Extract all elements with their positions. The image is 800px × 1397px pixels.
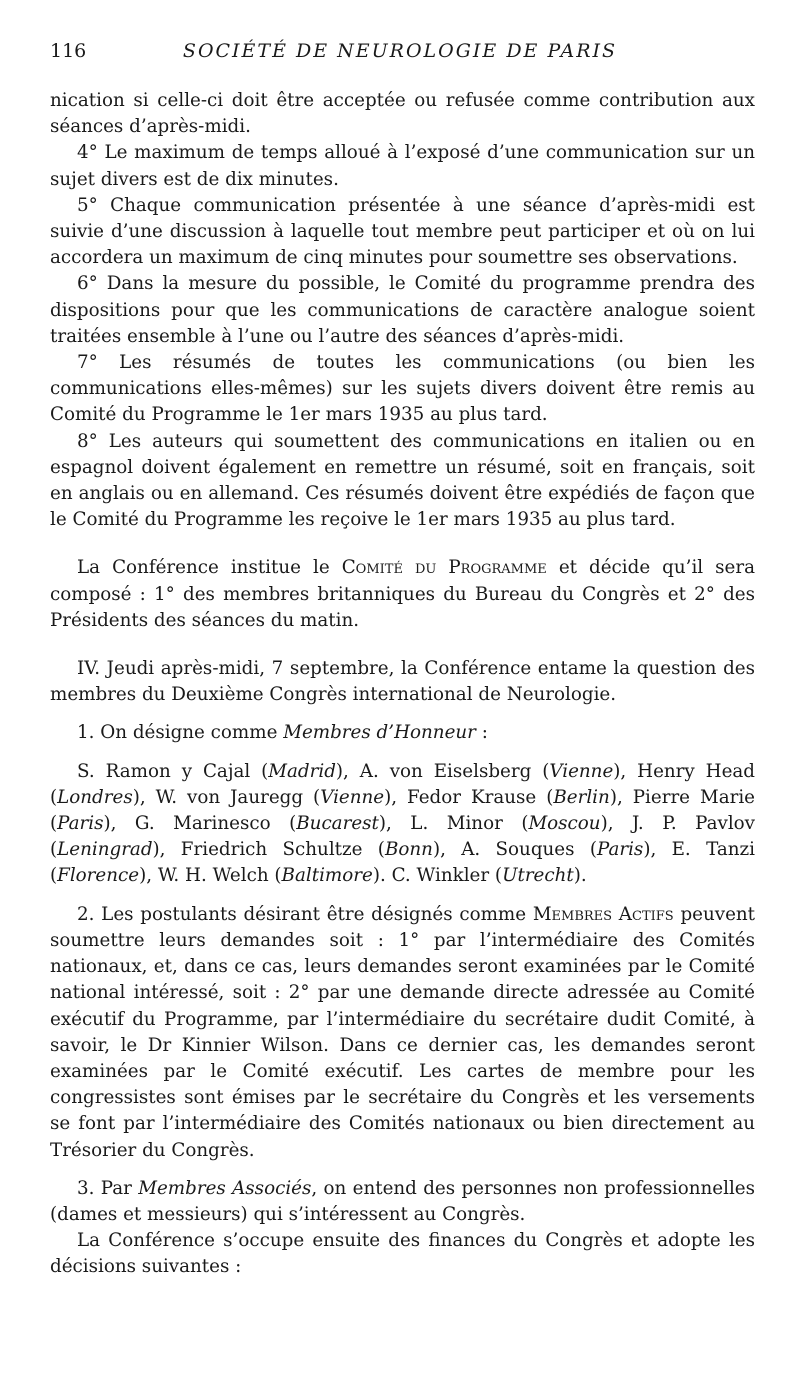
city-name: Moscou — [528, 813, 601, 835]
member-name-run: ), Pierre Marie ( — [50, 786, 755, 835]
city-name: Bonn — [384, 839, 433, 861]
paragraph-continuation: nication si celle-ci doit être acceptée ou refusée comme contribution aux séances d’après-midi. — [50, 90, 755, 138]
text-run: et décide qu’il sera composé : 1° des membres britanniques du Bureau du Congrès et 2° des Présidents des séances du matin. — [50, 557, 756, 631]
city-name: Vienne — [549, 760, 614, 782]
page-number: 116 — [50, 40, 87, 62]
paragraph-item-7: 7° Les résumés de toutes les communications (ou bien les communications elles-mêmes) sur les sujets divers doivent être remis au Comité du Programme le 1er mars 1935 au plus tard. — [50, 352, 755, 426]
smallcaps-run: Membres Actifs — [532, 903, 674, 925]
paragraph-membres-associes — [50, 1176, 755, 1228]
member-name-run: ), A. Souques ( — [432, 839, 597, 861]
member-name-run: ). — [573, 865, 587, 887]
city-name: Bucarest — [296, 813, 379, 835]
italic-run: Membres Associés — [138, 1177, 312, 1199]
paragraph-honor-members-list — [50, 759, 755, 890]
member-name-run: ), Friedrich Schultze ( — [152, 839, 385, 861]
smallcaps-run: Comité du Programme — [341, 557, 547, 579]
paragraph-item-5: 5° Chaque communication présentée à une séance d’après-midi est suivie d’une discussion à laquelle tout membre peut participer et où on lui accordera un maximum de cinq minutes pour soumettre ses observations. — [50, 194, 755, 269]
text-run: 3. Par — [77, 1177, 139, 1199]
city-name: Leningrad — [57, 839, 153, 861]
member-name-run: ). C. Winkler ( — [372, 865, 503, 887]
paragraph-finances: La Conférence s’occupe ensuite des finances du Congrès et adopte les décisions suivantes : — [50, 1230, 755, 1278]
member-name-run: ), E. Tanzi ( — [50, 839, 755, 887]
body-text — [50, 88, 755, 1281]
text-run: 1. On désigne comme — [77, 722, 284, 744]
member-name-run: ), G. Marinesco ( — [103, 813, 297, 835]
paragraph-section-iv: IV. Jeudi après-midi, 7 septembre, la Conférence entame la question des membres du Deuxième Congrès international de Neurologie. — [50, 658, 755, 706]
member-name-run: S. Ramon y Cajal ( — [77, 760, 269, 782]
text-run: 2. Les postulants désirant être désignés comme — [77, 903, 533, 925]
city-name: Londres — [57, 786, 133, 808]
city-name: Florence — [57, 865, 140, 887]
running-header — [50, 40, 750, 70]
member-name-run: ), W. von Jauregg ( — [132, 786, 321, 808]
paragraph-item-4: 4° Le maximum de temps alloué à l’exposé d’une communication sur un sujet divers est de dix minutes. — [50, 142, 755, 190]
city-name: Baltimore — [281, 865, 373, 887]
text-run: , on entend des personnes non professionnelles (dames et messieurs) qui s’intéressent au Congrès. — [50, 1177, 755, 1225]
city-name: Vienne — [320, 786, 385, 808]
paragraph-membres-honneur-intro — [50, 720, 755, 746]
italic-run: Membres d’Honneur — [283, 722, 476, 744]
member-name-run: ), Fedor Krause ( — [384, 786, 554, 808]
member-name-run: ), J. P. Pavlov ( — [50, 813, 756, 861]
text-run: peuvent soumettre leurs demandes soit : 1° par l’intermédiaire des Comités nationaux, et, dans ce cas, leurs demandes seront examinées par le Comité national intéressé, soit : 2° par une demande directe adressée au Comité exécutif du Programme, par l’intermédiaire du secrétaire dudit Comité, à savoir, le Dr Kinnier Wilson. Dans ce dernier cas, les demandes seront examinées par le Comité exécutif. Les cartes de membre pour les congressistes sont émises par le secrétaire du Congrès et les versements se font par l’intermédiaire des Comités nationaux ou bien directement au Trésorier du Congrès. — [50, 903, 756, 1161]
member-name-run: ), A. von Eiselsberg ( — [335, 760, 550, 782]
city-name: Paris — [57, 813, 104, 835]
member-name-run: ), Henry Head ( — [50, 760, 755, 808]
paragraph-comite-programme — [50, 555, 755, 634]
member-name-run: ), L. Minor ( — [378, 813, 529, 835]
city-name: Paris — [596, 839, 644, 861]
city-name: Utrecht — [502, 865, 574, 887]
city-name: Berlin — [553, 786, 610, 808]
city-name: Madrid — [268, 760, 336, 782]
text-run: La Conférence institue le — [77, 557, 342, 579]
paragraph-membres-actifs — [50, 902, 755, 1164]
running-title: SOCIÉTÉ DE NEUROLOGIE DE PARIS — [182, 40, 618, 62]
member-name-run: ), W. H. Welch ( — [139, 865, 282, 887]
text-run: : — [475, 722, 488, 744]
paragraph-item-8: 8° Les auteurs qui soumettent des communications en italien ou en espagnol doivent également en remettre un résumé, soit en français, soit en anglais ou en allemand. Ces résumés doivent être expédiés de façon que le Comité du Programme les reçoive le 1er mars 1935 au plus tard. — [50, 430, 755, 531]
paragraph-item-6: 6° Dans la mesure du possible, le Comité du programme prendra des dispositions pour que les communications de caractère analogue soient traitées ensemble à l’une ou l’autre des séances d’après-midi. — [50, 273, 755, 347]
